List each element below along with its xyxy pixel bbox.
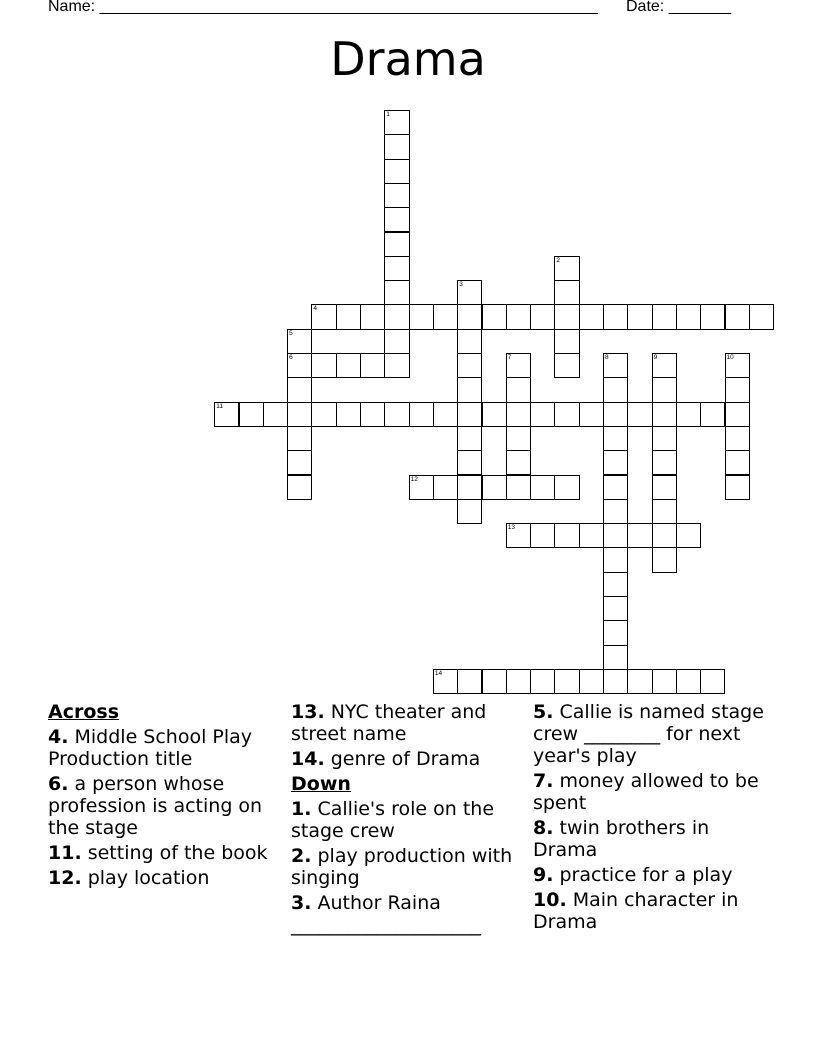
- grid-cell[interactable]: [603, 475, 628, 500]
- grid-cell[interactable]: [409, 475, 434, 500]
- clue-number: 12: [410, 475, 418, 483]
- grid-cell[interactable]: [457, 280, 482, 305]
- grid-cell[interactable]: [676, 523, 701, 548]
- clues-column-3: [533, 701, 768, 936]
- grid-cell[interactable]: [360, 304, 385, 329]
- grid-cell[interactable]: [725, 475, 750, 500]
- clue-down-8: 8. twin brothers in Drama: [533, 817, 710, 861]
- clue-number: 11: [216, 402, 223, 410]
- grid-cell[interactable]: [457, 499, 482, 524]
- grid-cell[interactable]: [652, 377, 677, 402]
- grid-cell[interactable]: [457, 377, 482, 402]
- grid-cell[interactable]: [457, 426, 482, 451]
- grid-cell[interactable]: [384, 256, 409, 281]
- grid-cell[interactable]: [384, 232, 409, 257]
- grid-cell[interactable]: [263, 402, 288, 427]
- clue-number: 5: [289, 329, 293, 337]
- grid-cell[interactable]: [506, 426, 531, 451]
- clue-number: 2: [556, 256, 561, 264]
- grid-cell[interactable]: [457, 329, 482, 354]
- grid-cell[interactable]: [627, 304, 652, 329]
- grid-cell[interactable]: [506, 669, 531, 694]
- grid-cell[interactable]: [384, 304, 409, 329]
- clue-across-12: 12. play location: [48, 867, 210, 889]
- down-heading: Down: [291, 773, 351, 795]
- grid-cell[interactable]: [360, 402, 385, 427]
- clue-number: 10: [726, 354, 734, 361]
- grid-cell[interactable]: [554, 304, 579, 329]
- grid-cell[interactable]: [506, 523, 531, 548]
- grid-cell[interactable]: [579, 669, 604, 694]
- grid-cell[interactable]: [554, 669, 579, 694]
- grid-cell[interactable]: [725, 353, 750, 378]
- grid-cell[interactable]: [239, 402, 264, 427]
- grid-cell[interactable]: [482, 402, 507, 427]
- grid-cell[interactable]: [336, 304, 361, 329]
- grid-cell[interactable]: [700, 669, 725, 694]
- grid-cell[interactable]: [749, 304, 774, 329]
- clues-column-1: [48, 701, 283, 892]
- grid-cell[interactable]: [725, 377, 750, 402]
- clue-across-6: 6. a person whose profession is acting on the stage: [48, 773, 263, 839]
- grid-cell[interactable]: [603, 353, 628, 378]
- clue-down-2: 2. play production with singing: [291, 845, 513, 889]
- clue-down-10: 10. Main character in Drama: [533, 889, 739, 933]
- clue-number: 7: [507, 354, 512, 361]
- grid-cell[interactable]: [603, 596, 628, 621]
- clue-number: 9: [653, 354, 658, 361]
- grid-cell[interactable]: [603, 523, 628, 548]
- clue-across-11: 11. setting of the book: [48, 842, 268, 864]
- grid-cell[interactable]: [506, 475, 531, 500]
- clue-across-13: 13. NYC theater and street name: [291, 701, 487, 745]
- clue-number: 3: [459, 281, 463, 289]
- across-heading: Across: [48, 701, 120, 723]
- grid-cell[interactable]: [603, 377, 628, 402]
- grid-cell[interactable]: [433, 669, 458, 694]
- grid-cell[interactable]: [384, 280, 409, 305]
- grid-cell[interactable]: [384, 110, 409, 135]
- grid-cell[interactable]: [627, 669, 652, 694]
- grid-cell[interactable]: [530, 304, 555, 329]
- grid-cell[interactable]: [287, 402, 312, 427]
- grid-cell[interactable]: [287, 426, 312, 451]
- grid-cell[interactable]: [725, 450, 750, 475]
- grid-cell[interactable]: [725, 426, 750, 451]
- grid-cell[interactable]: [554, 402, 579, 427]
- grid-cell[interactable]: [676, 304, 701, 329]
- grid-cell[interactable]: [603, 304, 628, 329]
- grid-cell[interactable]: [603, 620, 628, 645]
- grid-cell[interactable]: [287, 450, 312, 475]
- grid-cell[interactable]: [554, 523, 579, 548]
- grid-cell[interactable]: [384, 353, 409, 378]
- grid-cell[interactable]: [457, 353, 482, 378]
- clue-number: 13: [507, 524, 516, 532]
- grid-cell[interactable]: [700, 304, 725, 329]
- grid-cell[interactable]: [287, 377, 312, 402]
- grid-cell[interactable]: [384, 402, 409, 427]
- grid-cell[interactable]: [554, 256, 579, 281]
- clue-number: 8: [605, 354, 609, 361]
- clue-down-5: 5. Callie is named stage crew ________ for next year's play: [533, 701, 764, 767]
- grid-cell[interactable]: [457, 402, 482, 427]
- grid-cell[interactable]: [652, 547, 677, 572]
- grid-cell[interactable]: [652, 426, 677, 451]
- grid-cell[interactable]: [311, 402, 336, 427]
- name-field[interactable]: Name: ________________________________________________________: [48, 0, 598, 15]
- grid-cell[interactable]: [506, 377, 531, 402]
- grid-cell[interactable]: [530, 475, 555, 500]
- grid-cell[interactable]: [603, 572, 628, 597]
- grid-cell[interactable]: [506, 450, 531, 475]
- grid-cell[interactable]: [652, 353, 677, 378]
- grid-cell[interactable]: [287, 353, 312, 378]
- grid-cell[interactable]: [384, 207, 409, 232]
- clue-down-7: 7. money allowed to be spent: [533, 770, 759, 814]
- grid-cell[interactable]: [506, 353, 531, 378]
- grid-cell[interactable]: [652, 475, 677, 500]
- clue-number: 6: [289, 354, 293, 361]
- grid-cell[interactable]: [336, 402, 361, 427]
- grid-cell[interactable]: [482, 475, 507, 500]
- grid-cell[interactable]: [336, 353, 361, 378]
- grid-cell[interactable]: [554, 329, 579, 354]
- grid-cell[interactable]: [579, 523, 604, 548]
- grid-cell[interactable]: [384, 183, 409, 208]
- grid-cell[interactable]: [530, 402, 555, 427]
- date-field[interactable]: Date: _______: [626, 0, 731, 15]
- grid-cell[interactable]: [287, 329, 312, 354]
- grid-cell[interactable]: [457, 475, 482, 500]
- grid-cell[interactable]: [554, 280, 579, 305]
- grid-cell[interactable]: [457, 669, 482, 694]
- grid-cell[interactable]: [457, 450, 482, 475]
- grid-cell[interactable]: [506, 402, 531, 427]
- grid-cell[interactable]: [530, 669, 555, 694]
- clue-across-4: 4. Middle School Play Production title: [48, 726, 253, 770]
- page-title: Drama: [330, 32, 486, 86]
- grid-cell[interactable]: [603, 402, 628, 427]
- clue-across-14: 14. genre of Drama: [291, 748, 481, 770]
- grid-cell[interactable]: [384, 329, 409, 354]
- grid-cell[interactable]: [725, 402, 750, 427]
- grid-cell[interactable]: [676, 402, 701, 427]
- grid-cell[interactable]: [652, 523, 677, 548]
- grid-cell[interactable]: [652, 402, 677, 427]
- grid-cell[interactable]: [409, 402, 434, 427]
- grid-cell[interactable]: [603, 499, 628, 524]
- clue-down-9: 9. practice for a play: [533, 864, 733, 886]
- grid-cell[interactable]: [360, 353, 385, 378]
- grid-cell[interactable]: [676, 669, 701, 694]
- grid-cell[interactable]: [409, 304, 434, 329]
- grid-cell[interactable]: [311, 304, 336, 329]
- grid-cell[interactable]: [700, 402, 725, 427]
- clue-down-1: 1. Callie's role on the stage crew: [291, 798, 495, 842]
- grid-cell[interactable]: [579, 304, 604, 329]
- grid-cell[interactable]: [482, 669, 507, 694]
- grid-cell[interactable]: [652, 450, 677, 475]
- grid-cell[interactable]: [725, 304, 750, 329]
- grid-cell[interactable]: [603, 645, 628, 670]
- grid-cell[interactable]: [506, 304, 531, 329]
- grid-cell[interactable]: [384, 159, 409, 184]
- grid-cell[interactable]: [603, 426, 628, 451]
- grid-cell[interactable]: [433, 304, 458, 329]
- grid-cell[interactable]: [311, 353, 336, 378]
- clues-column-2: [291, 701, 526, 939]
- grid-cell[interactable]: [652, 499, 677, 524]
- grid-cell[interactable]: [603, 450, 628, 475]
- clue-number: 1: [386, 111, 390, 118]
- grid-cell[interactable]: [627, 523, 652, 548]
- grid-cell[interactable]: [627, 402, 652, 427]
- grid-cell[interactable]: [652, 304, 677, 329]
- grid-cell[interactable]: [579, 402, 604, 427]
- grid-cell[interactable]: [384, 134, 409, 159]
- grid-cell[interactable]: [287, 475, 312, 500]
- grid-cell[interactable]: [214, 402, 239, 427]
- grid-cell[interactable]: [554, 353, 579, 378]
- clue-number: 4: [313, 305, 318, 313]
- grid-cell[interactable]: [433, 475, 458, 500]
- clue-down-3: 3. Author Raina ____________________: [291, 892, 481, 936]
- clue-number: 14: [434, 669, 443, 677]
- grid-cell[interactable]: [433, 402, 458, 427]
- grid-cell[interactable]: [482, 304, 507, 329]
- grid-cell[interactable]: [603, 547, 628, 572]
- grid-cell[interactable]: [603, 669, 628, 694]
- grid-cell[interactable]: [457, 304, 482, 329]
- grid-cell[interactable]: [554, 475, 579, 500]
- grid-cell[interactable]: [530, 523, 555, 548]
- grid-cell[interactable]: [652, 669, 677, 694]
